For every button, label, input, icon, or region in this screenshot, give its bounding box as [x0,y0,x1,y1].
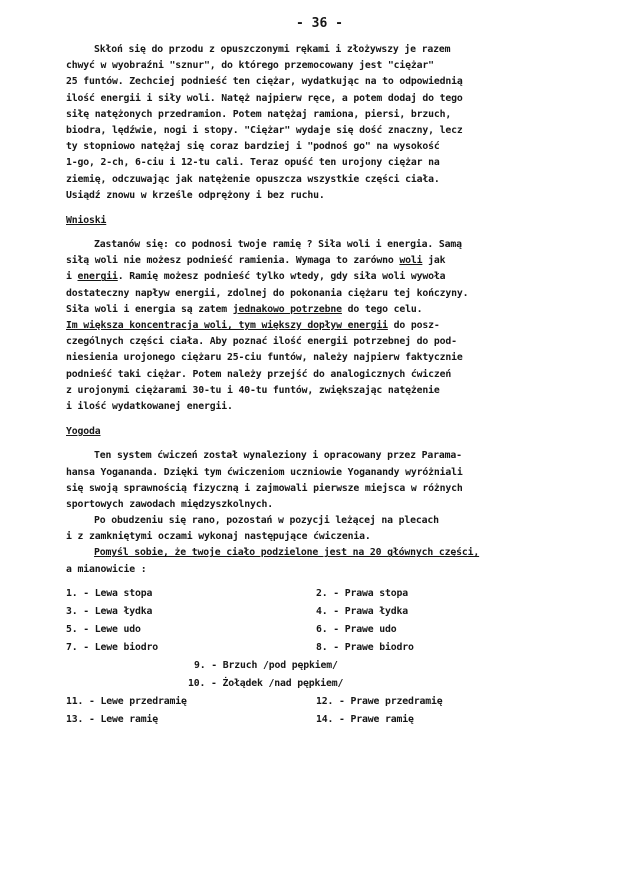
text-line: 25 funtów. Zechciej podnieść ten ciężar, wydatkując na to odpowiednią [66,76,463,88]
text-line: biodra, lędźwie, nogi i stopy. "Ciężar" wydaje się dość znaczny, lecz [66,124,463,136]
text-line: siłą woli nie możesz podnieść ramienia. Wymaga to zarówno woli jak [66,255,446,267]
list-item: 5. - Lewe udo [66,623,141,635]
list-item: 13. - Lewe ramię [66,713,158,725]
text-line: ziemię, odczuwając jak natężenie opuszcza wszystkie części ciała. [66,173,440,185]
list-item: 9. - Brzuch /pod pępkiem/ [194,659,338,671]
text-line: dostateczny napływ energii, zdolnej do pokonania ciężaru tej kończyny. [66,287,469,299]
text-line: hansa Yogananda. Dzięki tym ćwiczeniom uczniowie Yoganandy wyróżniali [66,466,463,478]
page-number: - 36 - [296,16,343,31]
section-heading-yogoda: Yogoda [66,426,101,438]
section-heading-wnioski: Wnioski [66,214,107,226]
text-line: czególnych części ciała. Aby poznać ilość energii potrzebnej do pod- [66,336,457,348]
text-line: i z zamkniętymi oczami wykonaj następujące ćwiczenia. [66,531,371,543]
list-item: 1. - Lewa stopa [66,587,153,599]
text-line: sportowych zawodach międzyszkolnych. [66,498,273,510]
list-item: 11. - Lewe przedramię [66,695,187,707]
list-item: 7. - Lewe biodro [66,641,158,653]
text-line: Siła woli i energia są zatem jednakowo potrzebne do tego celu. [66,303,423,315]
document-body [66,42,586,732]
text-line: Im większa koncentracja woli, tym większy dopływ energii do posz- [66,320,440,331]
conclusions-paragraph [66,237,586,415]
list-item: 14. - Prawe ramię [316,713,414,725]
text-line: ilość energii i siły woli. Natęż najpierw ręce, a potem dodaj do tego [66,92,463,104]
text-line: chwyć w wyobraźni "sznur", do którego przemocowany jest "ciężar" [66,60,434,72]
underlined-text: woli [399,255,423,267]
text-line: Usiądź znowu w krześle odprężony i bez ruchu. [66,189,325,201]
underlined-text: Pomyśl sobie, że twoje ciało podzielone jest na 20 głównych części, [94,547,480,559]
text-line: 1-go, 2-ch, 6-ciu i 12-tu cali. Teraz opuść ten urojony ciężar na [66,157,440,169]
exercise-paragraph [66,42,586,204]
body-parts-list [66,586,586,732]
text-line: Po obudzeniu się rano, pozostań w pozycji leżącej na plecach [94,515,439,527]
text-line: Zastanów się: co podnosi twoje ramię ? Siła woli i energia. Samą [94,239,462,251]
text-line: Ten system ćwiczeń został wynaleziony i opracowany przez Parama- [94,450,462,462]
text-line: siłę natężonych przedramion. Potem natężaj ramiona, piersi, brzuch, [66,108,452,120]
text-line: Skłoń się do przodu z opuszczonymi rękami i złożywszy je razem [94,44,451,55]
underlined-text: jednakowo potrzebne [232,303,342,315]
text-line: z urojonymi ciężarami 30-tu i 40-tu funtów, zwiększając natężenie [66,384,440,396]
list-item: 2. - Prawa stopa [316,587,408,599]
instruction-paragraph [66,513,586,578]
list-item: 12. - Prawe przedramię [316,695,443,707]
yogoda-paragraph [66,448,586,513]
text-line: ty stopniowo natężaj się coraz bardziej i "podnoś go" na wysokość [66,141,440,153]
list-item: 4. - Prawa łydka [316,605,408,617]
text-line: się swoją sprawnością fizyczną i zajmowali pierwsze miejsca w różnych [66,482,463,494]
list-item: 10. - Żołądek /nad pępkiem/ [188,677,344,689]
list-item: 3. - Lewa łydka [66,605,153,617]
text-line: i ilość wydatkowanej energii. [66,400,233,412]
list-item: 8. - Prawe biodro [316,641,414,653]
text-line: i energii. Ramię możesz podnieść tylko wtedy, gdy siła woli wywoła [66,271,446,283]
underlined-text: energii [77,271,118,283]
list-item: 6. - Prawe udo [316,623,397,635]
text-line: niesienia urojonego ciężaru 25-ciu funtów, należy najpierw faktycznie [66,352,463,364]
underlined-text: Im większa koncentracja woli, tym większy dopływ energii [66,320,388,331]
text-line: podnieść taki ciężar. Potem należy przejść do analogicznych ćwiczeń [66,368,452,380]
text-line: a mianowicie : [66,563,147,575]
